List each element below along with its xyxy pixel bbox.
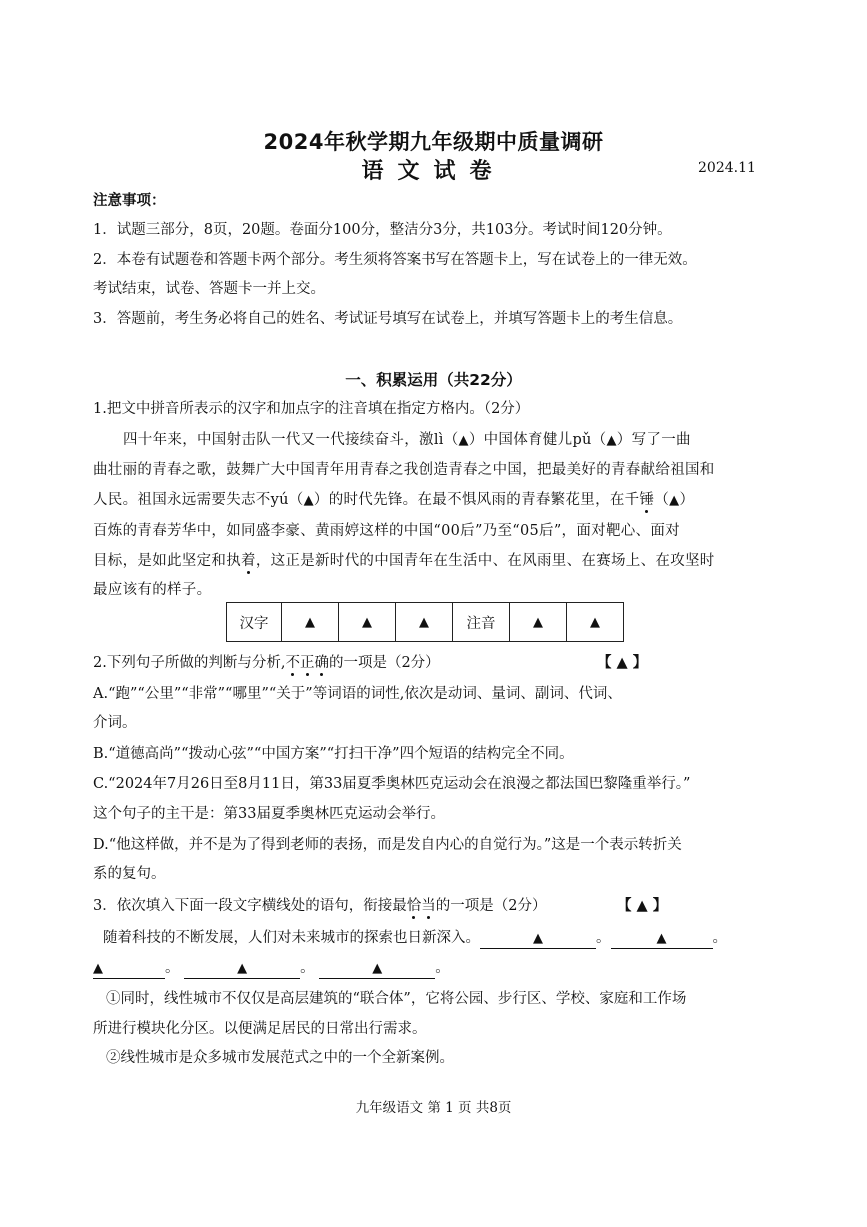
q2-option-c: C.“2024年7月26日至8月11日，第33届夏季奥林匹克运动会在浪漫之都法国巴黎隆重举行。”: [93, 776, 691, 792]
pinyin-li: lì: [433, 432, 444, 448]
table-label-zhuyin: 注音: [453, 603, 510, 642]
answer-mark: ▲: [458, 433, 469, 448]
answer-mark: ▲: [303, 493, 314, 508]
q2-answer-bracket[interactable]: 【 ▲ 】: [597, 654, 648, 671]
dotted-char-zhuo: 着: [241, 553, 256, 569]
exam-date: 2024.11: [698, 160, 756, 176]
q2-option-b: B.“道德高尚”“拨动心弦”“中国方案”“打扫干净”四个短语的结构完全不同。: [93, 746, 574, 762]
pinyin-yu: yú: [270, 492, 289, 508]
dotted-char-chui: 锤: [639, 492, 655, 508]
exam-title: 2024年秋学期九年级期中质量调研: [263, 130, 604, 154]
answer-cell[interactable]: [396, 603, 453, 642]
q1-passage-line-3: 人民。祖国永远需要失志不yú（▲）的时代先锋。在最不惧风雨的青春繁花里，在千锤（▲）: [93, 492, 695, 508]
q3-option-2: ②线性城市是众多城市发展范式之中的一个全新案例。: [106, 1050, 454, 1066]
answer-cell[interactable]: [282, 603, 339, 642]
answer-cell[interactable]: [339, 603, 396, 642]
q3-passage-line-2: ▲ 。 ▲ 。 ▲ 。: [93, 958, 793, 979]
q2-option-c-cont: 这个句子的主干是：第33届夏季奥林匹克运动会举行。: [93, 806, 445, 822]
fill-blank-3[interactable]: ▲: [93, 959, 165, 979]
q3-option-1-cont: 所进行模块化分区。以便满足居民的日常出行需求。: [93, 1021, 427, 1037]
fill-blank-2[interactable]: ▲: [611, 929, 713, 949]
q1-passage-line-1: 四十年来，中国射击队一代又一代接续奋斗，激lì（▲）中国体育健儿pǔ（▲）写了一曲: [123, 432, 691, 448]
q1-stem: 1.把文中拼音所表示的汉字和加点字的注音填在指定方格内。（2分）: [93, 401, 530, 417]
table-label-hanzi: 汉字: [227, 603, 282, 642]
notice-item-2: 2．本卷有试题卷和答题卡两个部分。考生须将答案书写在答题卡上，写在试卷上的一律无效。: [93, 252, 697, 268]
answer-mark: ▲: [606, 433, 617, 448]
q3-passage-line-1: 随着科技的不断发展，人们对未来城市的探索也日新深入。 ▲ 。 ▲ 。: [103, 928, 803, 949]
q3-stem: 3．依次填入下面一段文字横线处的语句，衔接最恰当的一项是（2分）: [93, 898, 547, 914]
q1-passage-line-4: 百炼的青春芳华中，如同盛李豪、黄雨婷这样的中国“00后”乃至“05后”，面对靶心、面对: [93, 523, 680, 539]
answer-table: [226, 602, 624, 642]
notice-heading: 注意事项：: [93, 192, 166, 209]
answer-cell[interactable]: [567, 603, 624, 642]
answer-mark: ▲: [362, 615, 372, 630]
answer-mark: ▲: [590, 615, 600, 630]
q1-passage-line-6: 最应该有的样子。: [93, 582, 212, 598]
q1-passage-line-2: 曲壮丽的青春之歌，鼓舞广大中国青年用青春之我创造青春之中国，把最美好的青春献给祖国和: [93, 462, 715, 478]
exam-subject: 语文试卷: [361, 159, 506, 184]
pinyin-pu: pǔ: [572, 432, 592, 448]
answer-mark: ▲: [669, 493, 680, 508]
notice-item-3: 3．答题前，考生务必将自己的姓名、考试证号填写在试卷上，并填写答题卡上的考生信息。: [93, 311, 683, 327]
q2-option-d-cont: 系的复句。: [93, 866, 166, 882]
fill-blank-5[interactable]: ▲: [319, 959, 435, 979]
q3-option-1: ①同时，线性城市不仅仅是高层建筑的“联合体”，它将公园、步行区、学校、家庭和工作场: [106, 991, 687, 1007]
notice-item-1: 1．试题三部分，8页，20题。卷面分100分，整洁分3分，共103分。考试时间120分钟。: [93, 222, 672, 238]
q1-passage-line-5: 目标，是如此坚定和执着，这正是新时代的中国青年在生活中、在风雨里、在赛场上、在攻坚时: [93, 553, 715, 569]
q2-stem: 2.下列句子所做的判断与分析,不正确的一项是（2分）: [93, 655, 440, 671]
fill-blank-4[interactable]: ▲: [184, 959, 300, 979]
q2-option-d: D.“他这样做，并不是为了得到老师的表扬，而是发自内心的自觉行为。”这是一个表示转折关: [93, 837, 682, 853]
q2-option-a: A.“跑”“公里”“非常”“哪里”“关于”等词语的词性,依次是动词、量词、副词、代词、: [93, 686, 622, 702]
answer-cell[interactable]: [510, 603, 567, 642]
q3-answer-bracket[interactable]: 【 ▲ 】: [617, 897, 668, 914]
q2-option-a-cont: 介词。: [93, 715, 137, 731]
fill-blank-1[interactable]: ▲: [480, 929, 596, 949]
section-title: 一、积累运用（共22分）: [345, 371, 522, 389]
answer-mark: ▲: [305, 615, 315, 630]
answer-mark: ▲: [533, 615, 543, 630]
notice-item-2-cont: 考试结束，试卷、答题卡一并上交。: [93, 281, 325, 297]
page-footer: 九年级语文 第 1 页 共8页: [355, 1100, 512, 1116]
answer-mark: ▲: [419, 615, 429, 630]
